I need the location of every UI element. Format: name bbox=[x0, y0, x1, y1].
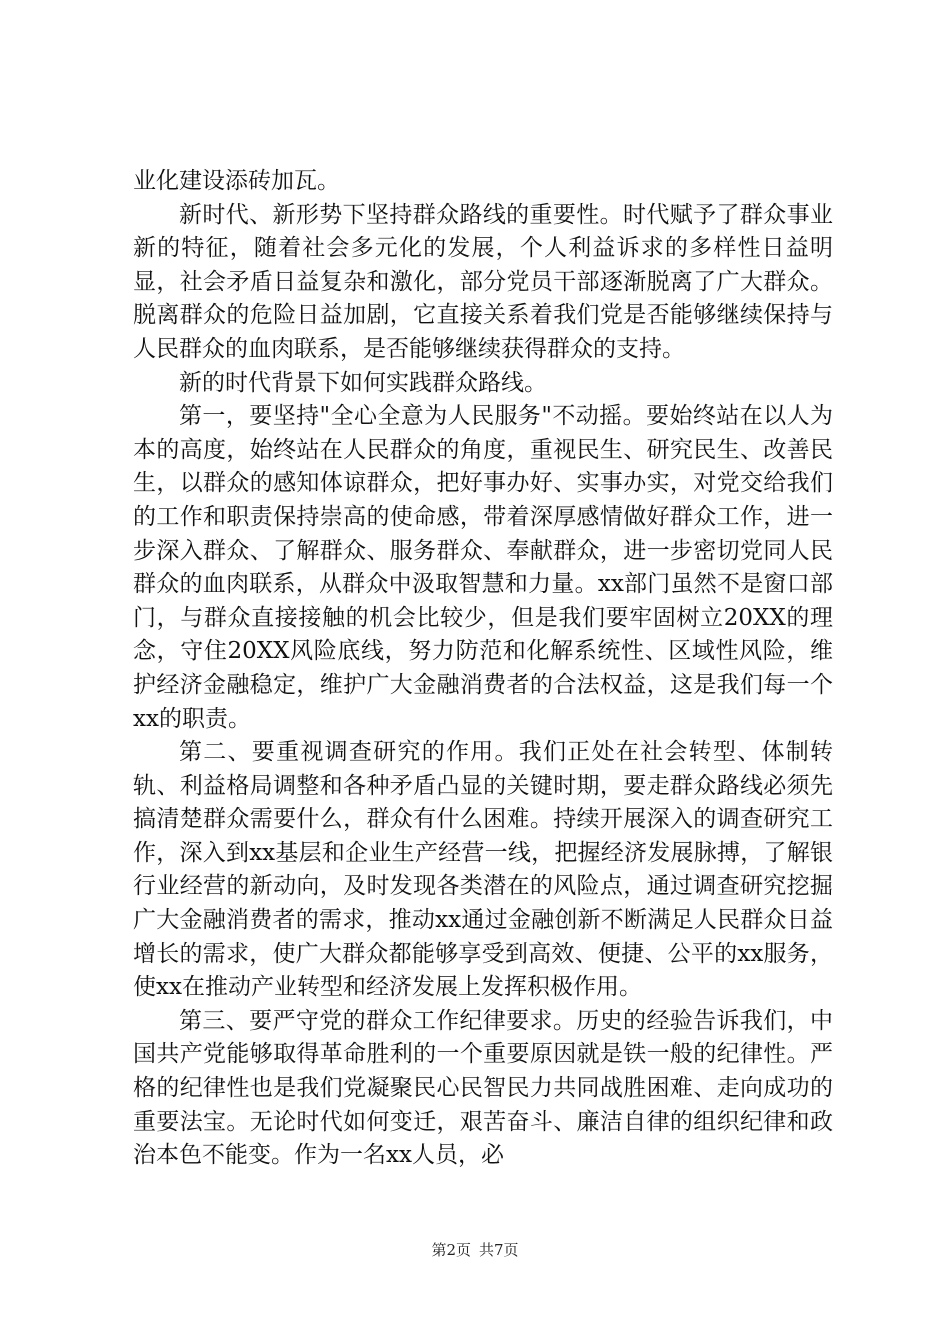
paragraph-practice-heading: 新的时代背景下如何实践群众路线。 bbox=[179, 369, 547, 396]
document-body bbox=[133, 165, 833, 1173]
page-footer bbox=[0, 1240, 950, 1260]
paragraph-importance: 新时代、新形势下坚持群众路线的重要性。时代赋予了群众事业新的特征，随着社会多元化的发展，个人利益诉求的多样性日益明显，社会矛盾日益复杂和激化，部分党员干部逐渐脱离了广大群众。脱离群众的危险日益加剧，它直接关系着我们党是否能够继续保持与人民群众的血肉联系，是否能够继续获得群众的支持。 bbox=[133, 201, 833, 362]
paragraph-first-point: 第一，要坚持"全心全意为人民服务"不动摇。要始终站在以人为本的高度，始终站在人民群众的角度，重视民生、研究民生、改善民生，以群众的感知体谅群众，把好事办好、实事办实，对党交给我们的工作和职责保持崇高的使命感，带着深厚感情做好群众工作，进一步深入群众、了解群众、服务群众、奉献群众，进一步密切党同人民群众的血肉联系，从群众中汲取智慧和力量。xx部门虽然不是窗口部门，与群众直接接触的机会比较少，但是我们要牢固树立20XX的理念，守住20XX风险底线，努力防范和化解系统性、区域性风险，维护经济金融稳定，维护广大金融消费者的合法权益，这是我们每一个xx的职责。 bbox=[133, 403, 833, 732]
page-number-total: 共7页 bbox=[479, 1241, 519, 1259]
paragraph-continuation: 业化建设添砖加瓦。 bbox=[133, 168, 340, 194]
paragraph-second-point: 第二、要重视调查研究的作用。我们正处在社会转型、体制转轨、利益格局调整和各种矛盾凸显的关键时期，要走群众路线必须先搞清楚群众需要什么，群众有什么困难。持续开展深入的调查研究工作，深入到xx基层和企业生产经营一线，把握经济发展脉搏，了解银行业经营的新动向，及时发现各类潜在的风险点，通过调查研究挖掘广大金融消费者的需求，推动xx通过金融创新不断满足人民群众日益增长的需求，使广大群众都能够享受到高效、便捷、公平的xx服务，使xx在推动产业转型和经济发展上发挥积极作用。 bbox=[133, 739, 833, 1001]
page-number-current: 第2页 bbox=[431, 1241, 471, 1259]
paragraph-third-point: 第三、要严守党的群众工作纪律要求。历史的经验告诉我们，中国共产党能够取得革命胜利的一个重要原因就是铁一般的纪律性。严格的纪律性也是我们党凝聚民心民智民力共同战胜困难、走向成功的重要法宝。无论时代如何变迁，艰苦奋斗、廉洁自律的组织纪律和政治本色不能变。作为一名xx人员，必 bbox=[133, 1007, 833, 1169]
